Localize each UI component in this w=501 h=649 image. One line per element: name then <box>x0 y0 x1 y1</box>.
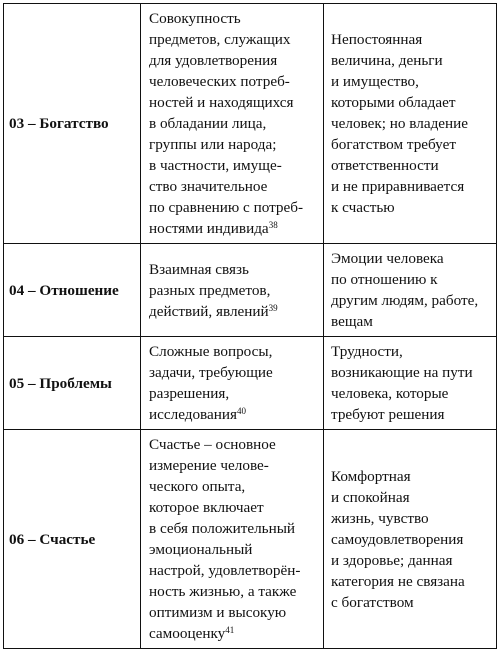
definitions-table <box>3 3 497 649</box>
definition-line: человеческих потреб- <box>149 73 290 90</box>
definition-line: измерение челове- <box>149 457 269 474</box>
interpretation-line: вещам <box>331 313 373 330</box>
footnote-ref: 38 <box>268 220 278 230</box>
interpretation-cell <box>324 337 497 430</box>
footnote-ref: 39 <box>268 302 278 313</box>
definition-line: в частности, имуще- <box>149 157 282 174</box>
definition-line: ство значительное <box>149 178 268 195</box>
interpretation-line: самоудовлетворения <box>331 530 464 548</box>
definition-line: разных предметов, <box>149 281 271 299</box>
definition-line: эмоциональный <box>149 541 253 558</box>
interpretation-line: к счастью <box>331 199 395 216</box>
definition-line: в себя положительный <box>149 520 296 537</box>
definition-line: Сложные вопросы, <box>149 343 273 360</box>
footnote-ref: 41 <box>225 625 235 635</box>
definition-line: по сравнению с потреб- <box>149 199 304 216</box>
interpretation-line: по отношению к <box>331 271 438 288</box>
definition-line: Взаимная связь <box>149 260 249 278</box>
interpretation-line: и имущество, <box>331 73 419 90</box>
definition-line: ность жизнью, а также <box>149 583 297 600</box>
definition-line: в обладании лица, <box>149 115 267 132</box>
term-cell: 06 – Счастье <box>4 430 141 649</box>
definition-line-text: действий, явлений <box>149 302 269 320</box>
definition-line: ностей и находящихся <box>149 94 294 111</box>
interpretation-line: богатством требует <box>331 136 456 153</box>
definition-line-last <box>149 404 317 425</box>
interpretation-line: которыми обладает <box>331 94 456 111</box>
definition-line: настрой, удовлетворён- <box>149 562 301 579</box>
definition-line: разрешения, <box>149 385 230 402</box>
footnote-ref: 40 <box>237 406 247 416</box>
definition-line: задачи, требующие <box>149 364 273 381</box>
term-cell: 04 – Отношение <box>4 244 141 337</box>
table-row-bogatstvo <box>4 4 497 244</box>
interpretation-line: величина, деньги <box>331 52 443 69</box>
definition-line-text: ностями индивида <box>149 220 269 237</box>
interpretation-line: требуют решения <box>331 406 445 423</box>
definition-cell <box>141 4 324 244</box>
interpretation-line: категория не связана <box>331 572 465 590</box>
interpretation-line: Эмоции человека <box>331 250 444 267</box>
table-row-otnoshenie <box>4 244 497 337</box>
table-row-problemy <box>4 337 497 430</box>
interpretation-line: Комфортная <box>331 467 411 485</box>
interpretation-line: Трудности, <box>331 343 403 360</box>
interpretation-line: и не приравнивается <box>331 178 465 195</box>
definition-line: группы или народа; <box>149 136 277 153</box>
definition-line-text: исследования <box>149 406 238 423</box>
interpretation-line: ответственности <box>331 157 439 174</box>
interpretation-line: человек; но владение <box>331 115 469 132</box>
definition-line: которое включает <box>149 499 264 516</box>
interpretation-cell <box>324 430 497 649</box>
interpretation-line: жизнь, чувство <box>331 509 429 527</box>
interpretation-line: и здоровье; данная <box>331 551 453 569</box>
definition-line-last <box>149 301 317 322</box>
term-cell: 05 – Проблемы <box>4 337 141 430</box>
definition-line: Совокупность <box>149 10 241 27</box>
interpretation-line: возникающие на пути <box>331 364 473 381</box>
interpretation-cell <box>324 244 497 337</box>
definition-line-last <box>149 218 317 239</box>
definition-line-text: самооценку <box>149 625 226 642</box>
definition-line: Счастье – основное <box>149 436 276 453</box>
interpretation-cell <box>324 4 497 244</box>
definition-line-last <box>149 623 317 644</box>
definition-line: предметов, служащих <box>149 31 291 48</box>
table-row-schastye <box>4 430 497 649</box>
interpretation-line: Непостоянная <box>331 31 423 48</box>
term-cell: 03 – Богатство <box>4 4 141 244</box>
interpretation-line: с богатством <box>331 593 414 611</box>
definition-line: оптимизм и высокую <box>149 604 287 621</box>
interpretation-line: и спокойная <box>331 488 410 506</box>
definition-cell <box>141 244 324 337</box>
definition-cell <box>141 430 324 649</box>
definition-cell <box>141 337 324 430</box>
interpretation-line: человека, которые <box>331 385 449 402</box>
definitions-table-body <box>4 4 497 649</box>
definition-line: ческого опыта, <box>149 478 246 495</box>
interpretation-line: другим людям, работе, <box>331 292 479 309</box>
definition-line: для удовлетворения <box>149 52 278 69</box>
